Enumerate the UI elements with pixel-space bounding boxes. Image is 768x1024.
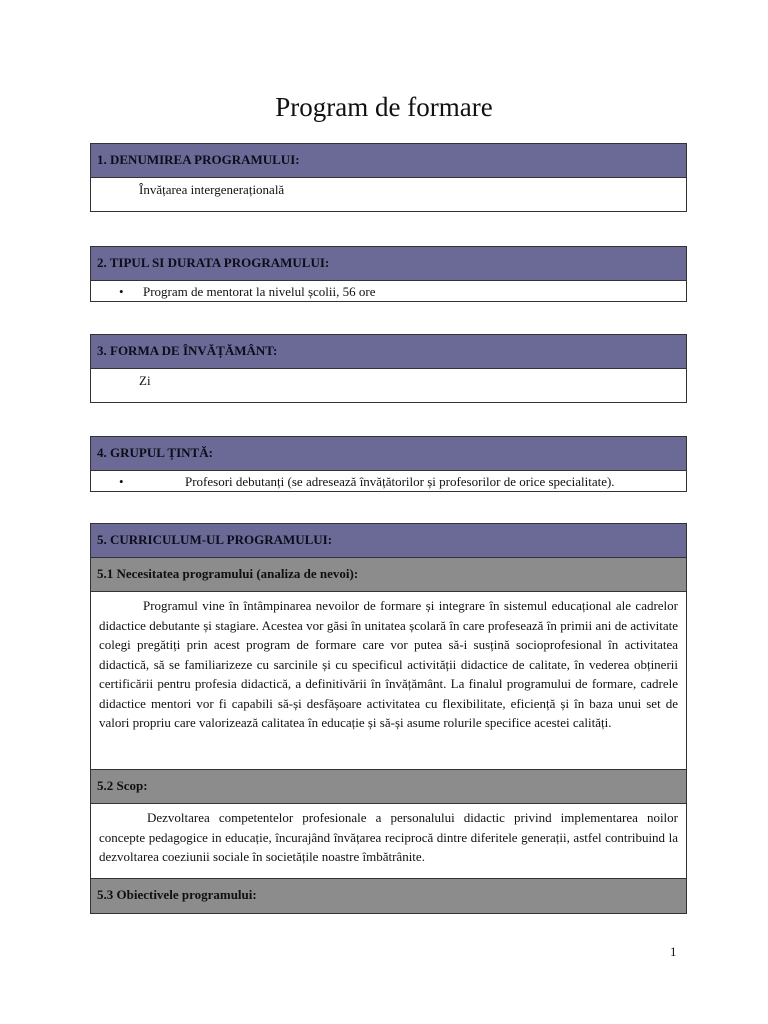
section-5-2-heading: 5.2 Scop: xyxy=(91,770,686,804)
bullet-icon: • xyxy=(119,284,124,299)
needs-analysis-text: Programul vine în întâmpinarea nevoilor de formare și integrare în sistemul educațional ale cadrelor didactice debutante și stagiare. Acestea vor găsi în unitatea școlară în care profesează în primii ani de activitate colegi pregătiți prin acest program de formare care vor putea să-i susțină socioprofesional în activitatea didactică, să se familiarizeze cu sarcinile și cu specificul activității didactice de calitate, în vederea obținerii certificării pentru profesia didactică, a definitivării în învățământ. La finalul programului de formare, cadrele didactice mentori vor fi capabili să-și desfășoare activitatea cu flexibilitate, eficiență și în baza unui set de valori propriu care valorizează calitatea în educație și să-și asume rolurile specifice acestei calități. xyxy=(91,592,686,770)
section-5-table xyxy=(90,523,687,914)
scope-text: Dezvoltarea competentelor profesionale a personalului didactic privind implementarea noilor concepte pedagogice in educație, încurajând învățarea reciprocă dintre diferitele generații, astfel contribuind la dezvoltarea coeziunii sociale în societățile noastre îmbătrânite. xyxy=(91,804,686,879)
document-title: Program de formare xyxy=(275,92,493,122)
target-group-item xyxy=(91,471,686,491)
bullet-icon: • xyxy=(119,474,124,489)
page-number: 1 xyxy=(670,944,677,959)
section-3-table xyxy=(90,334,687,403)
program-type-text: Program de mentorat la nivelul școlii, 56 ore xyxy=(143,284,376,299)
section-1-table xyxy=(90,143,687,212)
education-form: Zi xyxy=(139,373,151,388)
program-type-item xyxy=(91,281,686,301)
section-2-heading: 2. TIPUL SI DURATA PROGRAMULUI: xyxy=(91,247,686,281)
target-group-text: Profesori debutanți (se adresează învățătorilor și profesorilor de orice specialitate). xyxy=(185,474,615,489)
section-1-heading: 1. DENUMIREA PROGRAMULUI: xyxy=(91,144,686,178)
section-4-heading: 4. GRUPUL ȚINTĂ: xyxy=(91,437,686,471)
program-name: Învățarea intergenerațională xyxy=(139,182,285,197)
section-3-heading: 3. FORMA DE ÎNVĂȚĂMÂNT: xyxy=(91,335,686,369)
section-5-1-heading: 5.1 Necesitatea programului (analiza de nevoi): xyxy=(91,558,686,592)
section-2-table xyxy=(90,246,687,302)
section-5-heading: 5. CURRICULUM-UL PROGRAMULUI: xyxy=(91,524,686,558)
section-5-3-heading: 5.3 Obiectivele programului: xyxy=(91,879,686,913)
section-4-table xyxy=(90,436,687,492)
